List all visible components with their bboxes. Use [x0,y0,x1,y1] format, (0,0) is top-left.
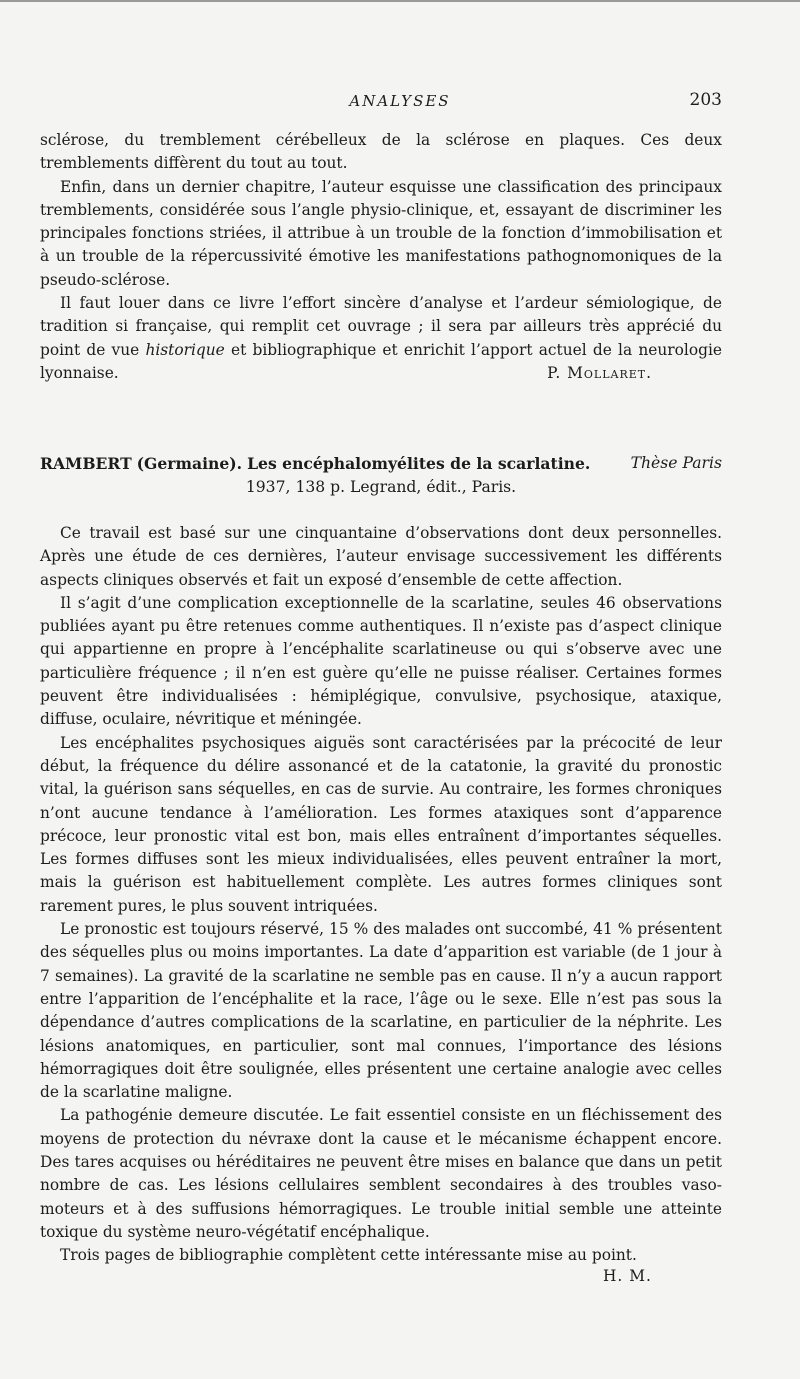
signature-mollaret: P. Mollaret. [547,363,652,382]
paragraph: Ce travail est basé sur une cinquantaine d’observations dont deux personnelles. Après une étude de ces dernières, l’auteur envisage successivement les différents aspects cliniques observés et fait un exposé d’ensemble de cette affection. [40,524,722,589]
signature-hm: H. M. [603,1267,652,1285]
paragraph: Trois pages de bibliographie complètent cette intéressante mise au point. [60,1246,637,1265]
author-surname: RAMBERT [40,454,132,473]
emphasis-historique: historique [145,340,225,359]
review-heading [40,452,722,500]
paragraph: Les encéphalites psychosiques aiguës sont caractérisées par la précocité de leur début, la fréquence du délire assonancé et de la catatonie, la gravité du pronostic vital, la guérison sans séquelles, en cas de survie. Au contraire, les formes chroniques n’ont aucune tendance à l’amélioration. Les formes ataxiques sont d’apparence précoce, leur pronostic vital est bon, mais elles entraînent d’importantes séquelles. Les formes diffuses sont les mieux individualisées, elles peuvent entraîner la mort, mais la guérison est habituellement complète. Les autres formes cliniques sont rarement pures, le plus souvent intriquées. [40,733,722,915]
review-rambert [40,522,722,1268]
work-title: Les encéphalomyélites de la scarlatine. [247,454,591,473]
author-firstname: (Germaine). [136,454,243,473]
top-rule [0,0,800,2]
running-head [0,90,800,114]
review-mollaret [40,129,722,385]
running-title: ANALYSES [349,92,451,110]
paragraph: sclérose, du tremblement cérébelleux de la sclérose en plaques. Ces deux tremblements diffèrent du tout au tout. [40,131,722,173]
publication-info: 1937, 138 p. Legrand, édit., Paris. [245,478,517,497]
thesis-note: Thèse Paris [630,454,722,472]
paragraph: Il s’agit d’une complication exceptionnelle de la scarlatine, seules 46 observations publiées ayant pu être retenues comme authentiques. Il n’existe pas d’aspect clinique qui appartienne en propre à l’encéphalite scarlatineuse ou qui s’observe avec une particulière fréquence ; il n’en est guère qu’elle ne puisse réaliser. Certaines formes peuvent être individualisées : hémiplégique, convulsive, psychosique, ataxique, diffuse, oculaire, névritique et méningée. [40,593,722,729]
paragraph-tail: et bibliographique et enrichit l’apport actuel de la neurologie lyonnaise. [40,340,722,382]
paragraph: Le pronostic est toujours réservé, 15 % des malades ont succombé, 41 % présentent des séquelles plus ou moins importantes. La date d’apparition est variable (de 1 jour à 7 semaines). La gravité de la scarlatine ne semble pas en cause. Il n’y a aucun rapport entre l’apparition de l’encéphalite et la race, l’âge ou le sexe. Elle n’est pas sous la dépendance d’autres complications de la scarlatine, en particulier de la néphrite. Les lésions anatomiques, en particulier, sont mal connues, l’importance des lésions hémorragiques doit être soulignée, elles présentent une certaine analogie avec celles de la scarlatine maligne. [40,920,722,1102]
paragraph-text: Il faut louer dans ce livre l’effort sincère d’analyse et l’ardeur sémiologique, de tradition si française, qui remplit cet ouvrage ; il sera par ailleurs très apprécié du point de vue [40,294,722,359]
paragraph [40,292,722,385]
paragraph: La pathogénie demeure discutée. Le fait essentiel consiste en un fléchissement des moyens de protection du névraxe dont la cause et le mécanisme échappent encore. Des tares acquises ou héréditaires ne peuvent être mises en balance que dans un petit nombre de cas. Les lésions cellulaires semblent secondaires à des troubles vaso-moteurs et à des suffusions hémorragiques. Le trouble initial semble une atteinte toxique du système neuro-végétatif encéphalique. [40,1106,722,1241]
review-heading-line [40,452,722,476]
paragraph: Enfin, dans un dernier chapitre, l’auteur esquisse une classification des principaux tremblements, considérée sous l’angle physio-clinique, et, essayant de discriminer les principales fonctions striées, il attribue à un trouble de la fonction d’immobilisation et à un trouble de la répercussivité émotive les manifestations pathognomoniques de la pseudo-sclérose. [40,177,722,289]
page-number: 203 [689,90,722,110]
